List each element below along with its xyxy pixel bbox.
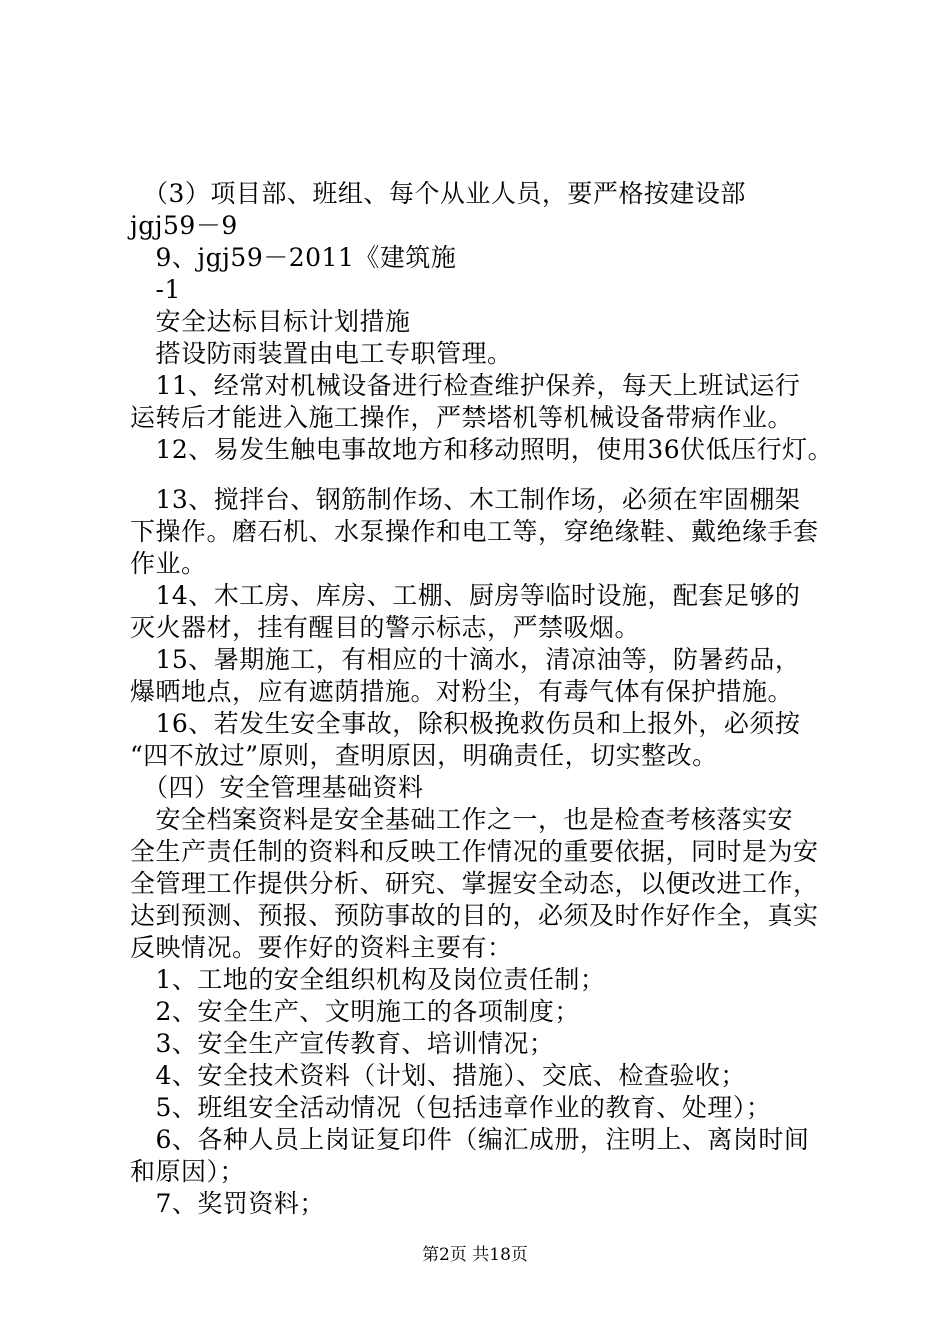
paragraph-line: （3）项目部、班组、每个从业人员，要严格按建设部 <box>130 179 746 208</box>
paragraph-line: 15、暑期施工，有相应的十滴水，清凉油等，防暑药品， <box>130 645 801 674</box>
paragraph-line: -1 <box>130 275 181 304</box>
paragraph-line: 搭设防雨装置由电工专职管理。 <box>130 339 513 368</box>
paragraph-line: 爆晒地点，应有遮荫措施。对粉尘，有毒气体有保护措施。 <box>130 677 794 706</box>
list-item: 1、工地的安全组织机构及岗位责任制； <box>130 965 606 994</box>
list-item: 3、安全生产宣传教育、培训情况； <box>130 1029 555 1058</box>
list-item: 和原因）； <box>130 1157 246 1186</box>
section-heading: （四）安全管理基础资料 <box>130 773 424 802</box>
paragraph-line: 12、易发生触电事故地方和移动照明，使用36伏低压行灯。 <box>130 435 834 464</box>
paragraph-line: 反映情况。要作好的资料主要有： <box>130 933 513 962</box>
paragraph-line: “四不放过”原则，查明原因，明确责任，切实整改。 <box>130 741 718 770</box>
paragraph-line: 作业。 <box>130 549 207 578</box>
paragraph-line: 9、jgj59－2011《建筑施 <box>130 243 457 272</box>
paragraph-line: 达到预测、预报、预防事故的目的，必须及时作好作全，真实 <box>130 901 819 930</box>
list-item: 4、安全技术资料（计划、措施）、交底、检查验收； <box>130 1061 746 1090</box>
paragraph-line: 下操作。磨石机、水泵操作和电工等，穿绝缘鞋、戴绝缘手套 <box>130 517 819 546</box>
paragraph-line: 13、搅拌台、钢筋制作场、木工制作场，必须在牢固棚架 <box>130 485 801 514</box>
list-item: 7、奖罚资料； <box>130 1189 325 1218</box>
paragraph-line: jgj59－9 <box>130 211 238 240</box>
paragraph-line: 灭火器材，挂有醒目的警示标志，严禁吸烟。 <box>130 613 641 642</box>
paragraph-line: 安全达标目标计划措施 <box>130 307 411 336</box>
paragraph-line: 安全档案资料是安全基础工作之一，也是检查考核落实安 <box>130 805 794 834</box>
paragraph-line: 14、木工房、库房、工棚、厨房等临时设施，配套足够的 <box>130 581 801 610</box>
paragraph-line: 运转后才能进入施工操作，严禁塔机等机械设备带病作业。 <box>130 403 794 432</box>
list-item: 2、安全生产、文明施工的各项制度； <box>130 997 580 1026</box>
paragraph-line: 16、若发生安全事故，除积极挽救伤员和上报外，必须按 <box>130 709 801 738</box>
page-number-footer: 第2页 共18页 <box>422 1245 528 1265</box>
paragraph-line: 全生产责任制的资料和反映工作情况的重要依据，同时是为安 <box>130 837 819 866</box>
paragraph-line: 11、经常对机械设备进行检查维护保养，每天上班试运行 <box>130 371 801 400</box>
paragraph-line: 全管理工作提供分析、研究、掌握安全动态，以便改进工作， <box>130 869 819 898</box>
list-item: 6、各种人员上岗证复印件（编汇成册，注明上、离岗时间 <box>130 1125 810 1154</box>
list-item: 5、班组安全活动情况（包括违章作业的教育、处理）； <box>130 1093 772 1122</box>
